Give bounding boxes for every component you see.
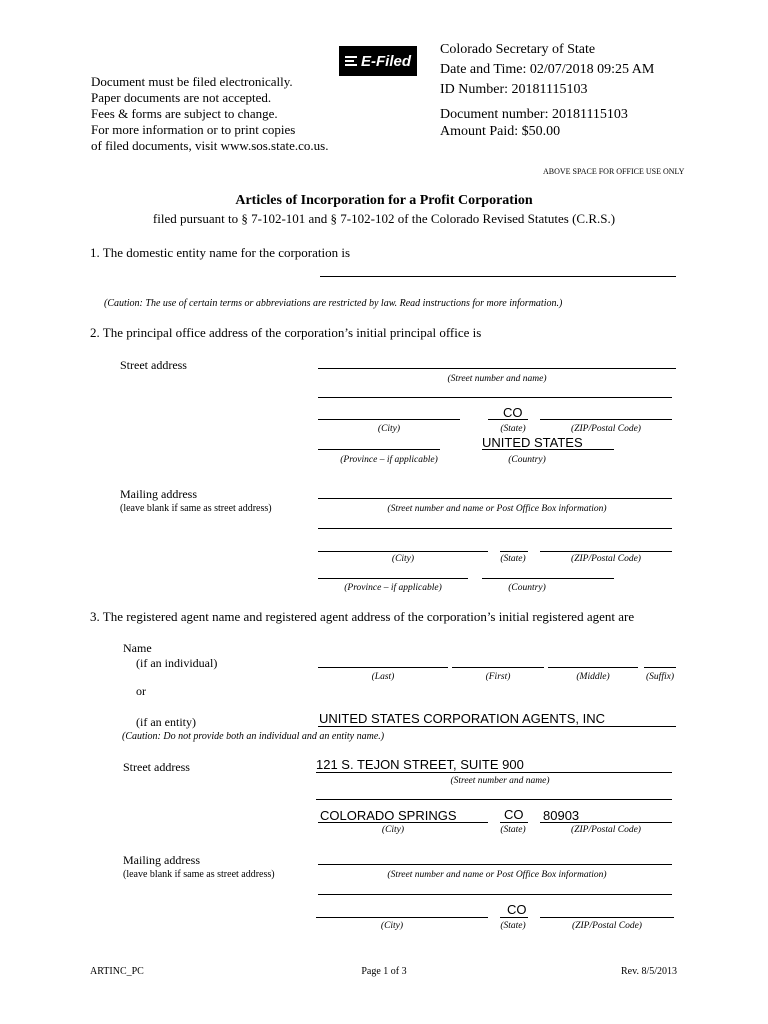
agent-mailing-street-field-2[interactable] [318, 894, 672, 895]
agent-mailing-street-field[interactable] [318, 864, 672, 865]
agent-city-field[interactable] [318, 822, 488, 823]
caption: (Street number and name) [447, 374, 547, 384]
section-1-caution: (Caution: The use of certain terms or abbreviations are restricted by law. Read instructions for more information.) [104, 298, 563, 309]
amount-paid: Amount Paid: $50.00 [440, 124, 561, 139]
principal-mailing-street-field[interactable] [318, 498, 672, 499]
agent-or-label: or [136, 684, 146, 698]
agent-mailing-zip-field[interactable] [540, 917, 674, 918]
filing-notice [91, 74, 328, 154]
footer-revision: Rev. 8/5/2013 [620, 966, 677, 977]
principal-state-value: CO [503, 405, 523, 420]
section-3-text: 3. The registered agent name and registered agent address of the corporation’s initial registered agent are [90, 609, 635, 624]
caption: (Country) [508, 455, 546, 465]
agent-entity-label: (if an entity) [136, 715, 196, 729]
caption: (State) [500, 554, 526, 564]
agent-state-value: CO [504, 807, 524, 822]
agent-individual-label: (if an individual) [136, 656, 218, 670]
principal-country-value: UNITED STATES [482, 435, 583, 450]
agent-mailing-note: (leave blank if same as street address) [123, 869, 275, 880]
caption: (Last) [371, 672, 395, 682]
e-filed-logo [339, 46, 417, 76]
caption: (ZIP/Postal Code) [571, 424, 641, 434]
e-filed-lines-icon [345, 55, 357, 67]
caption: (Country) [508, 583, 546, 593]
document-number: Document number: 20181115103 [440, 107, 628, 122]
caption: (ZIP/Postal Code) [571, 825, 641, 835]
principal-mailing-country-field[interactable] [482, 578, 614, 579]
agent-mailing-state-value: CO [507, 902, 527, 917]
logo-text: E-Filed [360, 52, 411, 70]
principal-mailing-state-field[interactable] [500, 551, 528, 552]
caption: (Street number and name) [450, 776, 550, 786]
agent-entity-value: UNITED STATES CORPORATION AGENTS, INC [319, 711, 606, 726]
caption: (State) [500, 825, 526, 835]
agent-first-name-field[interactable] [452, 667, 544, 668]
agent-mailing-city-field[interactable] [316, 917, 488, 918]
principal-mailing-label: Mailing address [120, 487, 197, 501]
agent-street-label: Street address [123, 760, 190, 774]
page-subtitle: filed pursuant to § 7-102-101 and § 7-102-102 of the Colorado Revised Statutes (C.R.S.) [152, 211, 616, 226]
principal-state-field[interactable] [488, 419, 528, 420]
section-1-text: 1. The domestic entity name for the corporation is [90, 245, 351, 260]
caption: (State) [500, 921, 526, 931]
above-space-note: ABOVE SPACE FOR OFFICE USE ONLY [543, 167, 685, 176]
agent-suffix-field[interactable] [644, 667, 676, 668]
caption: (ZIP/Postal Code) [571, 554, 641, 564]
notice-line: Paper documents are not accepted. [91, 90, 272, 105]
entity-name-field[interactable] [320, 276, 676, 277]
agent-name-label: Name [123, 641, 152, 655]
agent-state-field[interactable] [500, 822, 528, 823]
principal-street-label: Street address [120, 358, 187, 372]
caption: (City) [377, 424, 401, 434]
agent-street-value: 121 S. TEJON STREET, SUITE 900 [316, 757, 524, 772]
office-line: Date and Time: 02/07/2018 09:25 AM [440, 62, 655, 77]
caption: (City) [381, 825, 405, 835]
principal-mailing-zip-field[interactable] [540, 551, 672, 552]
caption: (Street number and name or Post Office Box information) [387, 870, 607, 880]
footer-form-id: ARTINC_PC [90, 966, 144, 977]
principal-street-field-2[interactable] [318, 397, 672, 398]
caption: (Street number and name or Post Office Box information) [387, 504, 607, 514]
section-3-caution: (Caution: Do not provide both an individual and an entity name.) [122, 731, 385, 742]
caption: (ZIP/Postal Code) [572, 921, 642, 931]
principal-mailing-street-field-2[interactable] [318, 528, 672, 529]
footer-page-number: Page 1 of 3 [361, 966, 407, 977]
caption: (State) [500, 424, 526, 434]
agent-zip-value: 80903 [543, 808, 580, 823]
agent-zip-field[interactable] [540, 822, 672, 823]
caption: (City) [380, 921, 404, 931]
notice-line: For more information or to print copies [91, 122, 296, 137]
section-2-text: 2. The principal office address of the corporation’s initial principal office is [90, 325, 482, 340]
principal-mailing-note: (leave blank if same as street address) [120, 503, 272, 514]
principal-city-field[interactable] [318, 419, 460, 420]
notice-line: Document must be filed electronically. [91, 74, 293, 89]
notice-line: of filed documents, visit www.sos.state.co.us. [91, 138, 329, 153]
office-line: Colorado Secretary of State [440, 42, 596, 57]
agent-street-field[interactable] [316, 772, 672, 773]
notice-line: Fees & forms are subject to change. [91, 106, 278, 121]
principal-country-field[interactable] [482, 449, 614, 450]
page-title: Articles of Incorporation for a Profit Corporation [235, 193, 533, 208]
principal-zip-field[interactable] [540, 419, 672, 420]
agent-mailing-state-field[interactable] [500, 917, 528, 918]
principal-mailing-province-field[interactable] [318, 578, 468, 579]
agent-mailing-label: Mailing address [123, 853, 200, 867]
office-line: ID Number: 20181115103 [440, 82, 588, 97]
agent-middle-name-field[interactable] [548, 667, 638, 668]
caption: (Middle) [576, 672, 610, 682]
caption: (Province – if applicable) [340, 455, 438, 465]
caption: (First) [485, 672, 511, 682]
caption: (City) [391, 554, 415, 564]
agent-last-name-field[interactable] [318, 667, 448, 668]
caption: (Suffix) [646, 672, 674, 682]
caption: (Province – if applicable) [344, 583, 442, 593]
agent-entity-field[interactable] [318, 726, 676, 727]
agent-street-field-2[interactable] [316, 799, 672, 800]
principal-mailing-city-field[interactable] [318, 551, 488, 552]
principal-province-field[interactable] [318, 449, 440, 450]
principal-street-field[interactable] [318, 368, 676, 369]
agent-city-value: COLORADO SPRINGS [320, 808, 457, 823]
office-stamp [440, 40, 654, 100]
